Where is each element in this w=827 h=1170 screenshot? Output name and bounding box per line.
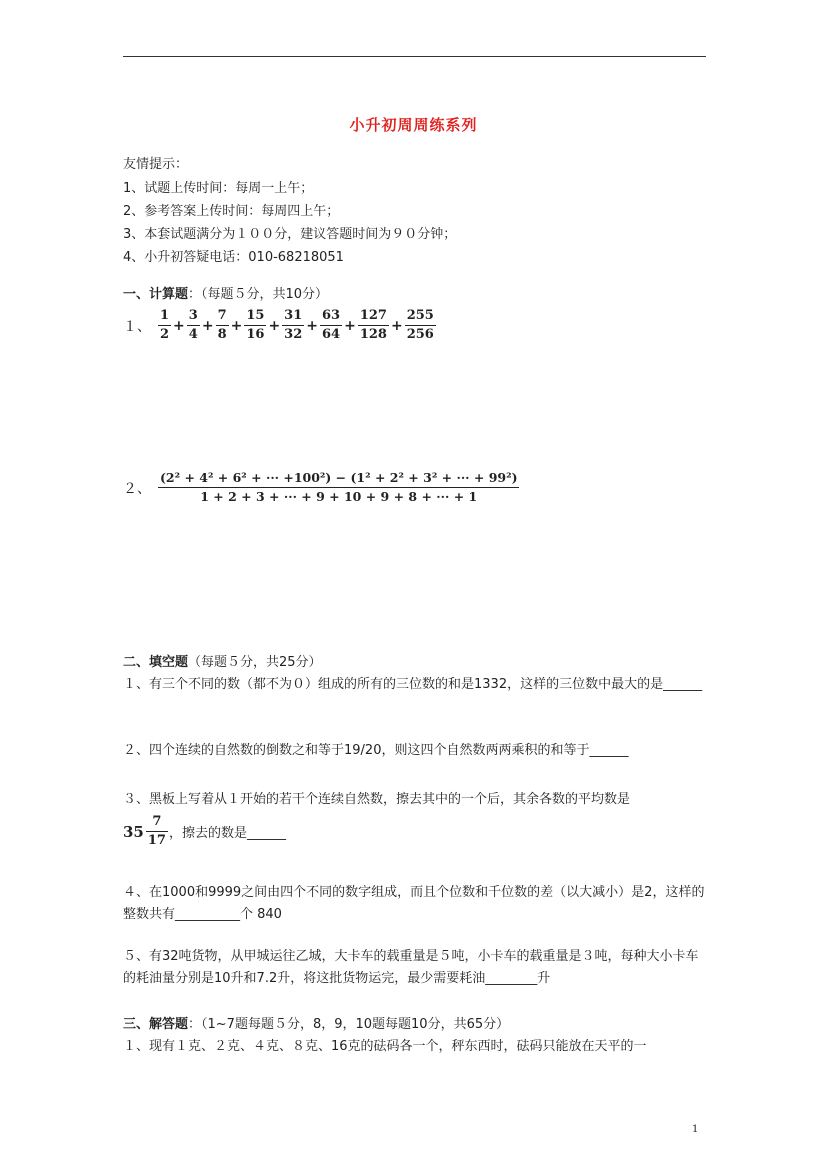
fraction: $\frac{127}{128}$ — [359, 308, 387, 342]
page-title: 小升初周周练系列 — [349, 116, 478, 134]
question-2-2: ２、四个连续的自然数的倒数之和等于19/20，则这四个自然数两两乘积的和等于______ — [123, 743, 629, 758]
question-number: １、 — [123, 318, 151, 335]
question-2-3-answer — [123, 815, 286, 848]
big-fraction — [158, 471, 519, 504]
note-item: 2、参考答案上传时间：每周四上午； — [123, 204, 340, 219]
fraction-numerator: (2² + 4² + 6² + ··· +100²) − (1² + 2² + 3² + ··· + 99²) — [160, 470, 518, 485]
note-item: 3、本套试题满分为１００分，建议答题时间为９０分钟； — [123, 227, 457, 242]
mixed-number-whole: 35 — [123, 822, 144, 841]
question-1-2 — [123, 471, 520, 504]
note-item: 1、试题上传时间：每周一上午； — [123, 181, 314, 196]
section2-note: （每题５分，共25分） — [188, 655, 322, 670]
question-number: ２、 — [123, 480, 151, 497]
section1-heading: 一、计算题 — [123, 287, 189, 302]
question-2-4: ４、在1000和9999之间由四个不同的数字组成，而且个位数和千位数的差（以大减小）是2，这样的整数共有__________个 840 — [123, 885, 705, 922]
section2-heading: 二、填空题 — [123, 655, 189, 670]
question-1-1: １、 $\frac{1}{2}$ + $\frac{3}{4}$ + $\frac{7}{8}$ + $\frac{15}{16}$ + $\frac{31}{32}$ + $\frac{63}{64}$ + $\frac{127}{128}$ + $\frac{255}{256}$ — [123, 308, 434, 342]
fraction: $\frac{7}{17}$ — [147, 814, 166, 848]
fraction: $\frac{1}{2}$ — [160, 308, 170, 342]
fraction: $\frac{31}{32}$ — [284, 308, 303, 342]
section3-note: ：（1~7题每题５分，8，9，10题每题10分，共65分） — [188, 1017, 510, 1032]
fraction: $\frac{15}{16}$ — [246, 308, 265, 342]
fraction: $\frac{63}{64}$ — [322, 308, 341, 342]
section1-note: ：（每题５分，共10分） — [188, 287, 329, 302]
question-2-3-tail: ，擦去的数是______ — [168, 826, 286, 841]
section3-header — [123, 1017, 509, 1033]
page-number: 1 — [692, 1124, 699, 1135]
question-2-1: １、有三个不同的数（都不为０）组成的所有的三位数的和是1332，这样的三位数中最大的是______ — [123, 677, 703, 692]
question-3-1: １、现有１克、２克、４克、８克、16克的砝码各一个，秤东西时，砝码只能放在天平的一 — [123, 1039, 647, 1054]
section2-header — [123, 655, 322, 671]
header-rule — [123, 56, 706, 57]
section1-header — [123, 287, 328, 303]
fraction-denominator: 1 + 2 + 3 + ··· + 9 + 10 + 9 + 8 + ··· + 1 — [200, 489, 478, 504]
question-2-3: ３、黑板上写着从１开始的若干个连续自然数，擦去其中的一个后，其余各数的平均数是 — [123, 792, 631, 807]
note-item: 4、小升初答疑电话：010-68218051 — [123, 250, 344, 265]
section3-heading: 三、解答题 — [123, 1017, 189, 1032]
question-2-5: ５、有32吨货物，从甲城运往乙城，大卡车的载重量是５吨，小卡车的载重量是３吨，每种大小卡车的耗油量分别是10升和7.2升，将这批货物运完，最少需要耗油________升 — [123, 949, 699, 986]
notes-heading: 友情提示： — [123, 157, 189, 172]
fraction: $\frac{3}{4}$ — [188, 308, 198, 342]
fraction: $\frac{255}{256}$ — [406, 308, 434, 342]
fraction: $\frac{7}{8}$ — [217, 308, 227, 342]
